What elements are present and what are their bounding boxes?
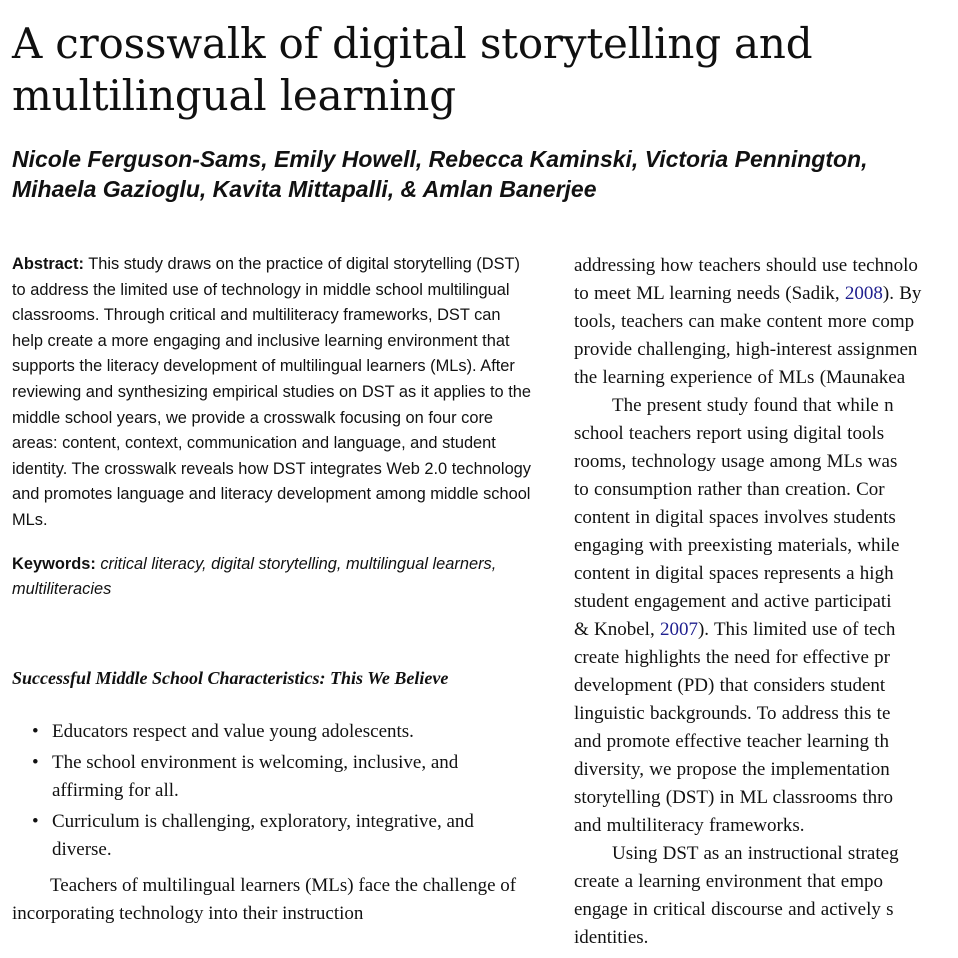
citation-link[interactable]: 2008: [844, 283, 883, 304]
text-line: [574, 616, 958, 644]
keywords: [12, 552, 534, 603]
text-line: and promote effective teacher learning th: [574, 731, 889, 752]
text-line: student engagement and active participati: [574, 591, 892, 612]
text-line: Using DST as an instructional strateg: [612, 843, 899, 864]
line-text: ). By: [882, 283, 922, 304]
text-line: tools, teachers can make content more comp: [574, 311, 915, 332]
author-list: Nicole Ferguson-Sams, Emily Howell, Rebecca Kaminski, Victoria Pennington, Mihaela Gazioglu, Kavita Mittapalli, & Amlan Banerjee: [12, 146, 868, 202]
text-line: to consumption rather than creation. Cor: [574, 479, 885, 500]
abstract-label: Abstract:: [12, 255, 84, 273]
section-heading: Successful Middle School Characteristics: This We Believe: [12, 667, 449, 688]
citation-link[interactable]: 2007: [659, 619, 698, 640]
list-item: • The school environment is welcoming, inclusive, and affirming for all.: [12, 749, 534, 805]
text-line: the learning experience of MLs (Maunakea: [574, 367, 906, 388]
text-line: school teachers report using digital tools: [574, 423, 885, 444]
article-title: A crosswalk of digital storytelling and multilingual learning: [12, 19, 813, 120]
text-line: development (PD) that considers student: [574, 675, 886, 696]
text-line: identities.: [574, 927, 649, 948]
text-line: The present study found that while n: [612, 395, 894, 416]
text-line: addressing how teachers should use technolo: [574, 255, 918, 276]
text-line: create highlights the need for effective pr: [574, 647, 891, 668]
line-text: to meet ML learning needs (Sadik,: [574, 283, 845, 304]
text-line: create a learning environment that empo: [574, 871, 884, 892]
text-line: rooms, technology usage among MLs was: [574, 451, 898, 472]
text-line: engaging with preexisting materials, while: [574, 535, 900, 556]
text-line: engage in critical discourse and actively s: [574, 899, 894, 920]
characteristics-list: [12, 718, 534, 864]
line-text: & Knobel,: [574, 619, 660, 640]
text-line: and multiliteracy frameworks.: [574, 815, 805, 836]
line-text: ). This limited use of tech: [697, 619, 896, 640]
list-item: • Curriculum is challenging, exploratory, integrative, and diverse.: [12, 808, 534, 864]
text-line: linguistic backgrounds. To address this te: [574, 703, 891, 724]
text-line: diversity, we propose the implementation: [574, 759, 890, 780]
right-column: [574, 252, 958, 952]
abstract: [12, 252, 534, 534]
text-line: [574, 280, 958, 308]
text-line: content in digital spaces represents a high: [574, 563, 894, 584]
list-item: • Educators respect and value young adolescents.: [12, 718, 534, 746]
body-paragraph-left: Teachers of multilingual learners (MLs) face the challenge of incorporating technology into their instruction: [12, 874, 517, 924]
keywords-label: Keywords:: [12, 554, 96, 573]
text-line: content in digital spaces involves students: [574, 507, 896, 528]
left-column: [12, 252, 534, 928]
keywords-text: critical literacy, digital storytelling, multilingual learners, multiliteracies: [12, 554, 497, 599]
text-line: provide challenging, high-interest assignmen: [574, 339, 918, 360]
text-line: storytelling (DST) in ML classrooms thro: [574, 787, 893, 808]
abstract-text: This study draws on the practice of digital storytelling (DST) to address the limited use of technology in middle school multilingual classrooms. Through critical and multiliteracy frameworks, DST can help create a more engaging and inclusive learning environment that supports the literacy development of multilingual learners (MLs). After reviewing and synthesizing empirical studies on DST as it applies to the middle school years, we provide a crosswalk focusing on four core areas: content, context, communication and language, and student identity. The crosswalk reveals how DST integrates Web 2.0 technology and promotes language and literacy development among middle school MLs.: [12, 255, 532, 529]
